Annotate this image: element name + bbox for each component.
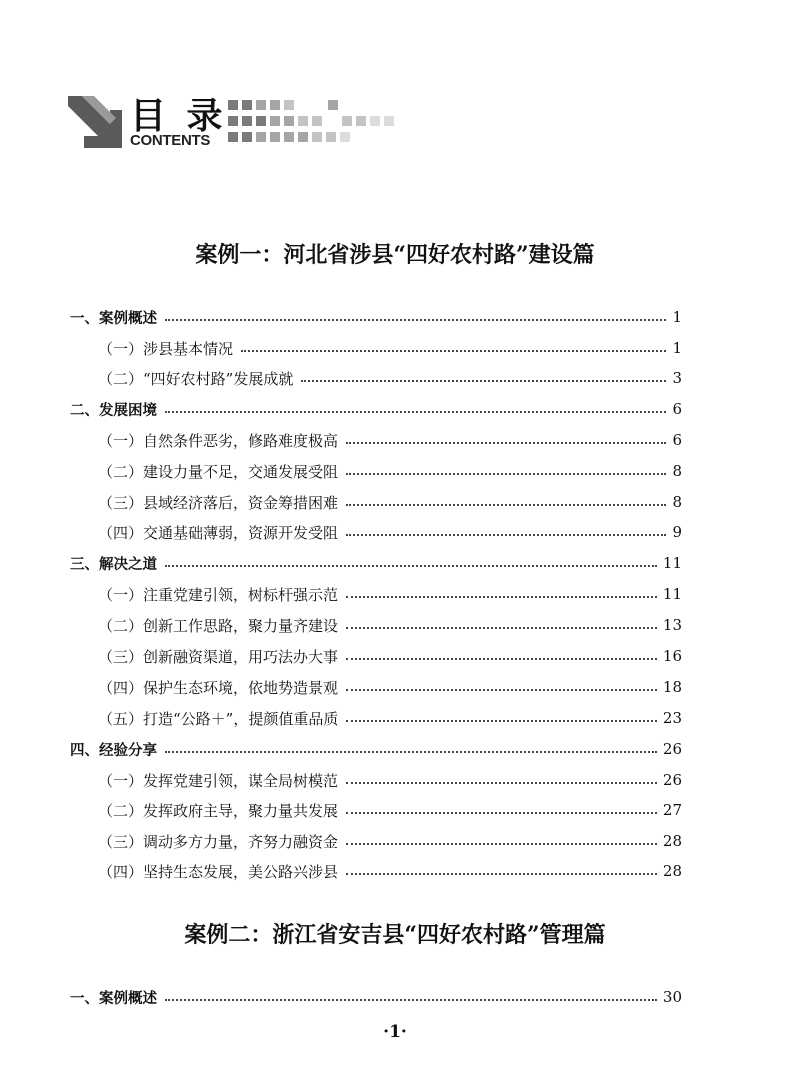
toc-entry[interactable] bbox=[98, 674, 682, 700]
contents-title-cn: 目 录 bbox=[130, 96, 227, 137]
toc-entry-page: 26 bbox=[662, 771, 682, 789]
toc-entry-page: 8 bbox=[672, 462, 682, 480]
dot-leader bbox=[346, 720, 657, 722]
dot-leader bbox=[346, 504, 666, 506]
dot-leader bbox=[346, 782, 657, 784]
toc-entry[interactable] bbox=[70, 736, 682, 762]
toc-entry[interactable] bbox=[98, 458, 682, 484]
toc-entry[interactable] bbox=[98, 489, 682, 515]
toc-entry-page: 1 bbox=[672, 308, 682, 326]
toc-entry-text: （一）涉县基本情况 bbox=[98, 339, 234, 358]
toc-entry[interactable] bbox=[98, 581, 682, 607]
dot-leader bbox=[346, 843, 657, 845]
toc-entry-page: 11 bbox=[662, 554, 682, 572]
toc-entry[interactable] bbox=[98, 643, 682, 669]
dot-leader bbox=[346, 534, 666, 536]
toc-entry-text: （一）自然条件恶劣，修路难度极高 bbox=[98, 431, 339, 450]
toc-entry-page: 23 bbox=[662, 709, 682, 727]
dot-leader bbox=[165, 411, 666, 413]
toc-entry[interactable] bbox=[70, 304, 682, 330]
dot-leader bbox=[241, 350, 666, 352]
toc-entry-page: 9 bbox=[672, 523, 682, 541]
toc-entry[interactable] bbox=[98, 519, 682, 545]
toc-entry-text: （二）建设力量不足，交通发展受阻 bbox=[98, 462, 339, 481]
toc-entry-text: （二）“四好农村路”发展成就 bbox=[98, 369, 294, 388]
toc-entry[interactable] bbox=[70, 550, 682, 576]
dot-leader bbox=[346, 473, 666, 475]
toc-entry-text: （一）发挥党建引领，谋全局树模范 bbox=[98, 771, 339, 790]
toc-entry[interactable] bbox=[98, 828, 682, 854]
toc-entry[interactable] bbox=[98, 705, 682, 731]
toc-entry-text: （四）交通基础薄弱，资源开发受阻 bbox=[98, 523, 339, 542]
dot-leader bbox=[346, 873, 657, 875]
toc-entry-text: 四、经验分享 bbox=[70, 742, 157, 759]
case-1-title: 案例一：河北省涉县“四好农村路”建设篇 bbox=[195, 242, 595, 268]
toc-entry-text: 一、案例概述 bbox=[70, 310, 157, 327]
toc-entry[interactable] bbox=[98, 365, 682, 391]
dot-leader bbox=[346, 812, 657, 814]
dot-leader bbox=[346, 442, 666, 444]
toc-entry-page: 30 bbox=[662, 988, 682, 1006]
dot-leader bbox=[301, 380, 666, 382]
toc-entry-page: 16 bbox=[662, 647, 682, 665]
dot-leader bbox=[165, 751, 657, 753]
toc-entry-text: （四）坚持生态发展，美公路兴涉县 bbox=[98, 862, 339, 881]
toc-entry-page: 6 bbox=[672, 431, 682, 449]
toc-entry-text: （二）创新工作思路，聚力量齐建设 bbox=[98, 616, 339, 635]
toc-entry-page: 27 bbox=[662, 801, 682, 819]
contents-header bbox=[68, 92, 428, 156]
toc-entry-page: 18 bbox=[662, 678, 682, 696]
toc-entry-page: 3 bbox=[672, 369, 682, 387]
toc-entry-text: （二）发挥政府主导，聚力量共发展 bbox=[98, 801, 339, 820]
toc-entry[interactable] bbox=[70, 396, 682, 422]
toc-entry[interactable] bbox=[98, 335, 682, 361]
toc-entry-page: 13 bbox=[662, 616, 682, 634]
toc-entry[interactable] bbox=[98, 612, 682, 638]
dot-leader bbox=[165, 565, 657, 567]
toc-entry-text: （三）调动多方力量，齐努力融资金 bbox=[98, 832, 339, 851]
toc-entry[interactable] bbox=[98, 427, 682, 453]
toc-entry-text: （三）县域经济落后，资金筹措困难 bbox=[98, 493, 339, 512]
toc-entry-text: （四）保护生态环境，依地势造景观 bbox=[98, 678, 339, 697]
arrow-logo-icon bbox=[68, 96, 122, 148]
dot-leader bbox=[346, 689, 657, 691]
toc-entry-text: 三、解决之道 bbox=[70, 556, 157, 573]
toc-entry-text: （三）创新融资渠道，用巧法办大事 bbox=[98, 647, 339, 666]
toc-entry-page: 8 bbox=[672, 493, 682, 511]
toc-entry[interactable] bbox=[98, 797, 682, 823]
dot-leader bbox=[165, 319, 666, 321]
dot-leader bbox=[165, 999, 657, 1001]
page-number: ·1· bbox=[383, 1022, 407, 1042]
toc-entry[interactable] bbox=[70, 984, 682, 1010]
dot-leader bbox=[346, 596, 657, 598]
toc-entry-page: 6 bbox=[672, 400, 682, 418]
toc-entry[interactable] bbox=[98, 767, 682, 793]
case-2-title: 案例二：浙江省安吉县“四好农村路”管理篇 bbox=[184, 922, 606, 948]
toc-entry-page: 28 bbox=[662, 832, 682, 850]
toc-entry-text: 二、发展困境 bbox=[70, 402, 157, 419]
toc-entry-text: （一）注重党建引领，树标杆强示范 bbox=[98, 585, 339, 604]
decorative-squares bbox=[228, 96, 428, 152]
dot-leader bbox=[346, 658, 657, 660]
toc-entry-page: 11 bbox=[662, 585, 682, 603]
toc-entry-text: 一、案例概述 bbox=[70, 990, 157, 1007]
toc-entry-page: 28 bbox=[662, 862, 682, 880]
toc-entry-text: （五）打造“公路＋”，提颜值重品质 bbox=[98, 709, 339, 728]
toc-entry-page: 26 bbox=[662, 740, 682, 758]
dot-leader bbox=[346, 627, 657, 629]
contents-title-en: CONTENTS bbox=[130, 132, 211, 149]
toc-entry[interactable] bbox=[98, 858, 682, 884]
toc-entry-page: 1 bbox=[672, 339, 682, 357]
